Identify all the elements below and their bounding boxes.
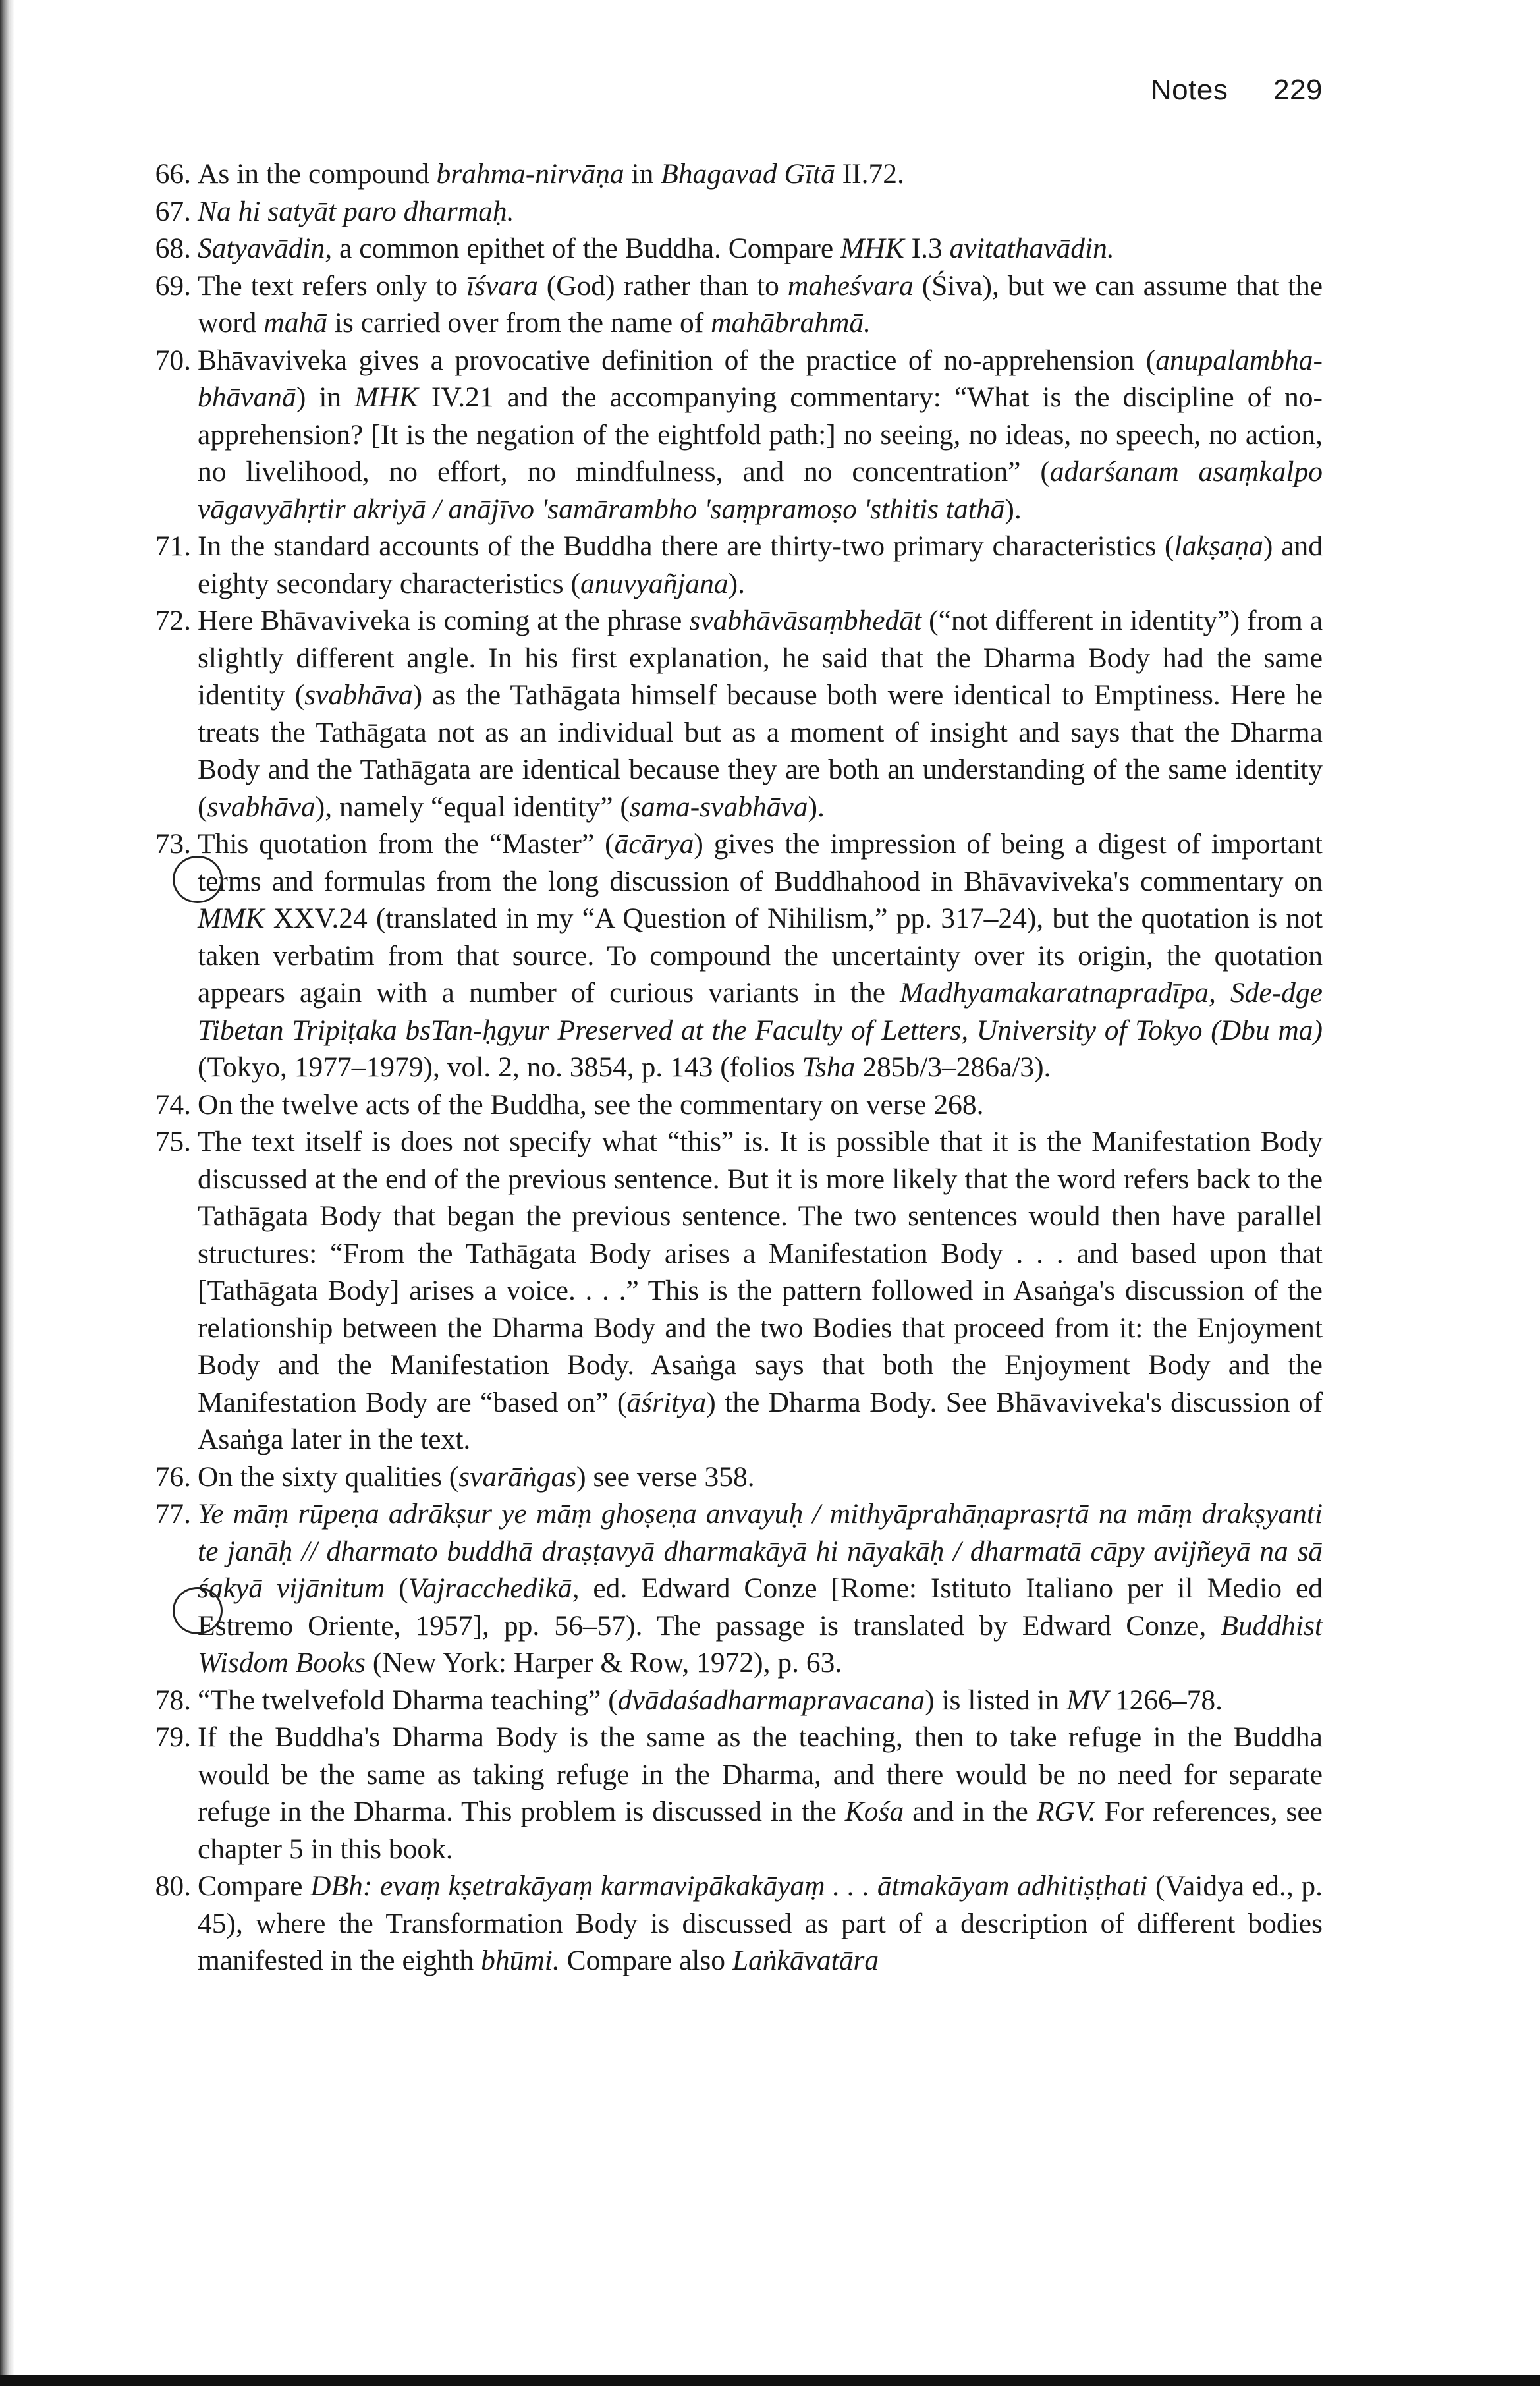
endnote-italic-text: MV xyxy=(1066,1684,1108,1716)
endnote-text: On the twelve acts of the Buddha, see the commentary on verse 268. xyxy=(198,1088,984,1121)
endnote-text: 285b/3–286a/3). xyxy=(855,1051,1051,1083)
endnote-italic-text: Madhyamakaratnapradīpa, Sde-dge Tibetan Tripiṭaka bsTan-ḥgyur Preserved at the Faculty of Letters, University of Tokyo (Dbu ma) xyxy=(198,977,1323,1046)
endnote-text: ) gives the impression of being a digest of important terms and formulas from the long discussion of Buddhahood in Bhāvaviveka's commentary on xyxy=(198,828,1323,897)
endnote-italic-text: Buddhist Wisdom Books xyxy=(198,1609,1323,1679)
endnote-italic-text: MHK xyxy=(840,233,904,264)
endnote-italic-text: anupalambha-bhāvanā xyxy=(198,344,1323,413)
endnote-text: (New York: Harper & Row, 1972), p. 63. xyxy=(365,1647,842,1679)
endnote xyxy=(157,342,1323,528)
endnote-text: and in the xyxy=(904,1796,1037,1827)
endnote xyxy=(157,267,1323,342)
endnote-text: (God) rather than to xyxy=(537,269,788,302)
endnote-text: ) and eighty secondary characteristics ( xyxy=(198,530,1323,599)
handwritten-circle-mark xyxy=(173,856,223,903)
endnote-number: 79. xyxy=(155,1721,191,1753)
endnote-text: ). xyxy=(728,567,746,599)
endnote-text: “The twelvefold Dharma teaching” ( xyxy=(198,1684,618,1716)
endnote-text: (Vaidya ed., p. 45), where the Transformation Body is discussed as part of a description of different bodies manifested in the eighth xyxy=(198,1870,1323,1976)
endnote-italic-text: mahā xyxy=(263,307,327,339)
endnote-text: ). xyxy=(808,791,825,823)
endnote-text: ) the Dharma Body. See Bhāvaviveka's discussion of Asaṅga later in the text. xyxy=(198,1386,1323,1455)
endnote-number: 68. xyxy=(155,233,191,264)
scan-edge-shadow xyxy=(0,0,14,2386)
endnote-text: (“not different in identity”) from a slightly different angle. In his first explanation, he said that the Dharma Body had the same identity ( xyxy=(198,605,1323,711)
endnote-italic-text: ācārya xyxy=(614,828,694,860)
endnote-italic-text: svabhāva xyxy=(304,679,413,711)
endnote-text: II.72. xyxy=(835,158,904,190)
endnote-number: 74. xyxy=(155,1088,191,1121)
endnote-text: 1266–78. xyxy=(1107,1684,1223,1716)
endnote-text: Compare also xyxy=(559,1945,732,1976)
endnote-text: ) in xyxy=(296,381,355,413)
endnote-text: (Tokyo, 1977–1979), vol. 2, no. 3854, p. 143 (folios xyxy=(198,1051,802,1083)
endnote-number: 66. xyxy=(155,158,191,190)
endnote-text: (Śiva), but we can assume that the word xyxy=(198,269,1323,339)
endnote-italic-text: Ye māṃ rūpeṇa adrākṣur ye māṃ ghoṣeṇa anvayuḥ / mithyāprahāṇaprasṛtā na māṃ drakṣyanti te janāḥ // dharmato buddhā draṣṭavyā dharmakāyā hi nāyakāḥ / dharmatā cāpy avijñeyā na sā śakyā vijānitum xyxy=(198,1498,1323,1604)
endnote-italic-text: dvādaśadharmapravacana xyxy=(617,1684,925,1716)
endnote xyxy=(157,1868,1323,1980)
endnote xyxy=(157,1719,1323,1868)
endnote-italic-text: mahābrahmā. xyxy=(711,307,871,339)
handwritten-circle-mark xyxy=(173,1587,223,1634)
endnote xyxy=(157,1123,1323,1458)
endnote-italic-text: sama-svabhāva xyxy=(629,791,808,823)
endnote-text: ) see verse 358. xyxy=(576,1460,755,1493)
endnote-italic-text: maheśvara xyxy=(787,269,914,302)
endnote-italic-text: anuvyañjana xyxy=(580,567,729,599)
running-head-title: Notes xyxy=(1150,74,1228,106)
endnote-text: in xyxy=(624,158,661,190)
endnote-italic-text: brahma-nirvāṇa xyxy=(436,158,624,190)
endnote-italic-text: Vajracchedikā xyxy=(408,1572,572,1604)
endnote-italic-text: Tsha xyxy=(802,1051,856,1083)
endnote-text: ), namely “equal identity” ( xyxy=(315,791,630,823)
endnote-number: 73. xyxy=(155,828,191,860)
endnote xyxy=(157,193,1323,231)
endnote-italic-text: svabhāvāsaṃbhedāt xyxy=(689,605,922,636)
endnote-text: In the standard accounts of the Buddha there are thirty-two primary characteristics ( xyxy=(198,530,1174,562)
endnote-italic-text: Kośa xyxy=(844,1796,904,1827)
endnote-italic-text: adarśanam asaṃkalpo vāgavyāhṛtir akriyā / anājīvo 'samārambho 'saṃpramoṣo 'sthitis tathā xyxy=(198,456,1323,525)
endnote xyxy=(157,1682,1323,1719)
endnote-italic-text: avitathavādin. xyxy=(949,233,1114,264)
endnote-text: Bhāvaviveka gives a provocative definition of the practice of no-apprehension ( xyxy=(198,344,1156,376)
endnote-italic-text: Satyavādin, xyxy=(198,233,333,264)
endnote-italic-text: DBh: evaṃ kṣetrakāyaṃ karmavipākakāyaṃ . . . ātmakāyam adhitiṣṭhati xyxy=(310,1870,1148,1902)
endnote-text: ( xyxy=(385,1572,408,1604)
endnote-number: 71. xyxy=(155,530,191,562)
endnote xyxy=(157,1086,1323,1124)
endnote-text: ) is listed in xyxy=(925,1684,1067,1716)
endnote-text: I.3 xyxy=(904,233,950,264)
endnote-italic-text: Na hi satyāt paro dharmaḥ. xyxy=(198,195,514,227)
endnote-text: Compare xyxy=(198,1870,311,1902)
endnote-number: 67. xyxy=(155,195,191,227)
endnote-number: 69. xyxy=(155,269,191,302)
endnote-italic-text: bhūmi. xyxy=(481,1945,560,1976)
endnote-number: 72. xyxy=(155,605,191,636)
endnote-italic-text: svarāṅgas xyxy=(458,1460,577,1493)
endnote-text: ) as the Tathāgata himself because both were identical to Emptiness. Here he treats the Tathāgata not as an individual but as a moment of insight and says that the Dharma Body and the Tathāgata are identical because they are both an understanding of the same identity ( xyxy=(198,679,1323,823)
endnote-italic-text: MHK xyxy=(354,381,418,413)
endnote-text: This quotation from the “Master” ( xyxy=(198,828,615,860)
endnote-number: 77. xyxy=(155,1498,191,1530)
endnote xyxy=(157,825,1323,1086)
page-number: 229 xyxy=(1273,74,1323,106)
endnote-text: On the sixty qualities ( xyxy=(198,1460,459,1493)
endnote-text: IV.21 and the accompanying commentary: “What is the discipline of no-apprehension? [It is the negation of the eightfold path:] no seeing, no ideas, no speech, no action, no livelihood, no effort, no mindfulness, and no concentration” ( xyxy=(198,381,1323,487)
endnote-italic-text: svabhāva xyxy=(207,791,316,823)
endnote-text: XXV.24 (translated in my “A Question of Nihilism,” pp. 317–24), but the quotation is not taken verbatim from that source. To compound the uncertainty over its origin, the quotation appears again with a number of curious variants in the xyxy=(198,902,1323,1009)
endnote-number: 78. xyxy=(155,1684,191,1716)
endnote-text: ). xyxy=(1004,493,1022,525)
endnote-text: a common epithet of the Buddha. Compare xyxy=(332,233,841,264)
endnote-italic-text: RGV. xyxy=(1036,1796,1096,1827)
endnote-italic-text: Bhagavad Gītā xyxy=(661,158,835,190)
endnote-number: 75. xyxy=(155,1126,191,1157)
endnote-text: The text refers only to xyxy=(198,269,467,302)
endnote-italic-text: āśritya xyxy=(626,1386,707,1418)
endnote-text: As in the compound xyxy=(198,158,437,190)
endnote-number: 80. xyxy=(155,1870,191,1902)
endnote xyxy=(157,528,1323,602)
endnote xyxy=(157,230,1323,267)
endnote-number: 70. xyxy=(155,344,191,376)
endnote-text: is carried over from the name of xyxy=(327,307,711,339)
endnotes-list xyxy=(157,155,1323,1980)
endnote-number: 76. xyxy=(155,1460,191,1493)
endnote-text: For references, see chapter 5 in this book. xyxy=(198,1796,1323,1865)
endnote xyxy=(157,155,1323,193)
endnote xyxy=(157,602,1323,825)
endnote-text: , ed. Edward Conze [Rome: Istituto Italiano per il Medio ed Estremo Oriente, 1957], pp. 56–57). The passage is translated by Edward Conze, xyxy=(198,1572,1323,1642)
endnote-italic-text: lakṣaṇa xyxy=(1174,530,1263,562)
endnote xyxy=(157,1495,1323,1682)
endnote xyxy=(157,1458,1323,1496)
endnote-text: Here Bhāvaviveka is coming at the phrase xyxy=(198,605,690,636)
endnote-italic-text: MMK xyxy=(198,902,265,934)
endnote-italic-text: īśvara xyxy=(466,269,538,302)
running-head xyxy=(1151,74,1323,107)
endnote-text: If the Buddha's Dharma Body is the same as the teaching, then to take refuge in the Buddha would be the same as taking refuge in the Dharma, and there would be no need for separate refuge in the Dharma. This problem is discussed in the xyxy=(198,1721,1323,1827)
endnote-text: The text itself is does not specify what “this” is. It is possible that it is the Manifestation Body discussed at the end of the previous sentence. But it is more likely that the word refers back to the Tathāgata Body that began the previous sentence. The two sentences would then have parallel structures: “From the Tathāgata Body arises a Manifestation Body . . . and based upon that [Tathāgata Body] arises a voice. . . .” This is the pattern followed in Asaṅga's discussion of the relationship between the Dharma Body and the two Bodies that proceed from it: the Enjoyment Body and the Manifestation Body. Asaṅga says that both the Enjoyment Body and the Manifestation Body are “based on” ( xyxy=(198,1126,1323,1418)
endnote-italic-text: Laṅkāvatāra xyxy=(732,1945,879,1976)
scan-bottom-edge xyxy=(0,2375,1540,2386)
